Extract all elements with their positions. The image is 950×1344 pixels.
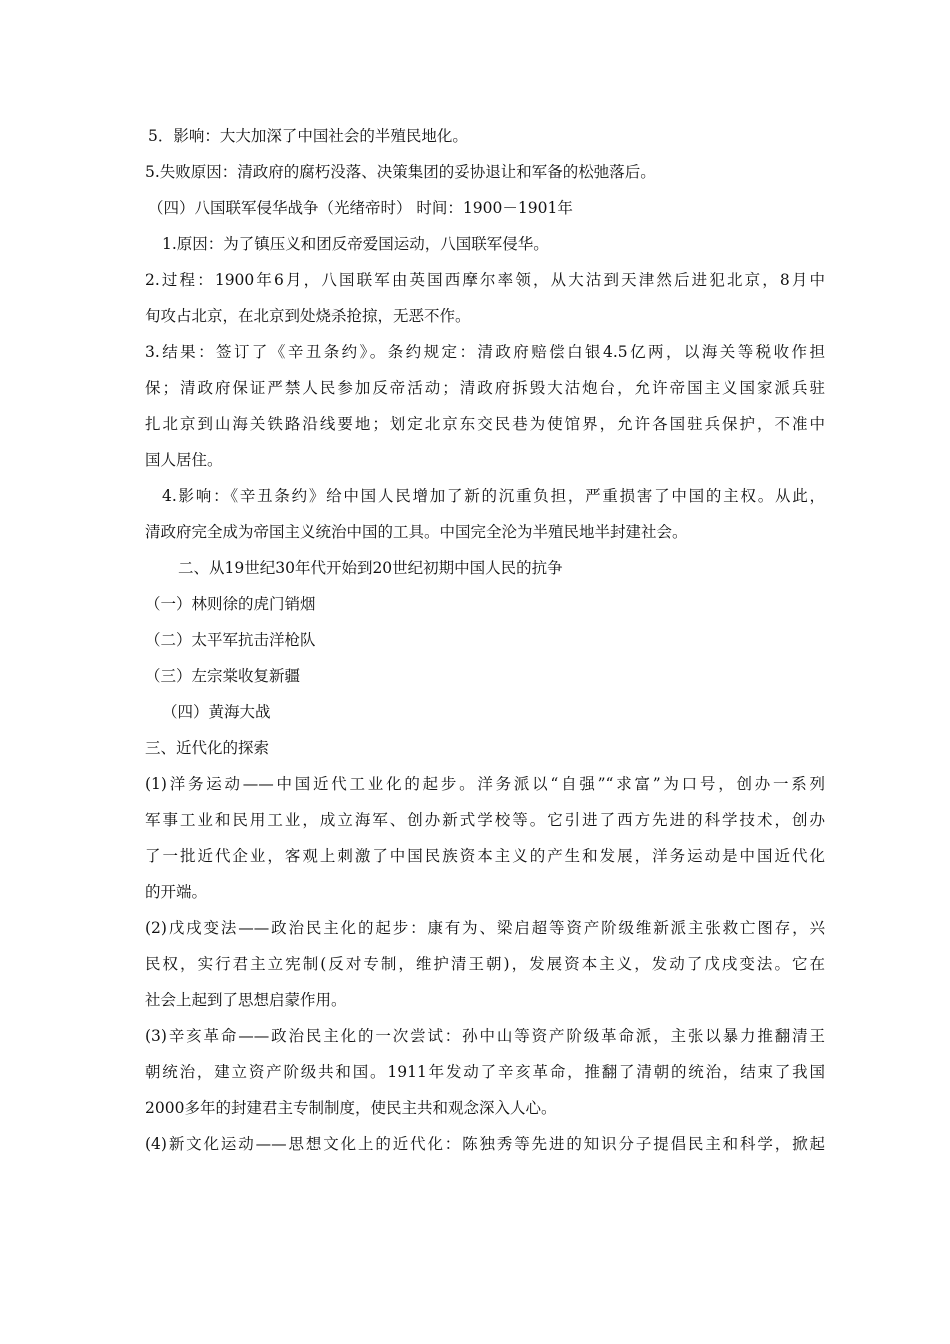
text-line: 5．影响：大大加深了中国社会的半殖民地化。 xyxy=(148,127,468,145)
list-item: （四）黄海大战 xyxy=(162,703,271,721)
text-line: 3.结果：签订了《辛丑条约》。条约规定：清政府赔偿白银4.5亿两，以海关等税收作担 xyxy=(145,343,825,361)
text-line: (4)新文化运动——思想文化上的近代化：陈独秀等先进的知识分子提倡民主和科学，掀起 xyxy=(145,1135,825,1153)
text-line: 旬攻占北京，在北京到处烧杀抢掠，无恶不作。 xyxy=(145,307,471,325)
text-line: 国人居住。 xyxy=(145,451,223,469)
text-line: 1.原因：为了镇压义和团反帝爱国运动，八国联军侵华。 xyxy=(162,235,549,253)
section-heading: 三、近代化的探索 xyxy=(145,739,270,757)
section-heading: （四）八国联军侵华战争（光绪帝时） 时间：1900－1901年 xyxy=(148,199,573,217)
text-line: 社会上起到了思想启蒙作用。 xyxy=(145,991,347,1009)
text-line: 5.失败原因：清政府的腐朽没落、决策集团的妥协退让和军备的松弛落后。 xyxy=(145,163,656,181)
text-line: 4.影响：《辛丑条约》给中国人民增加了新的沉重负担，严重损害了中国的主权。从此， xyxy=(162,487,825,505)
text-line: 朝统治，建立资产阶级共和国。1911年发动了辛亥革命，推翻了清朝的统治，结束了我国 xyxy=(145,1063,825,1081)
text-line: (1)洋务运动——中国近代工业化的起步。洋务派以“自强”“求富”为口号，创办一系列 xyxy=(145,775,825,793)
text-line: (2)戊戌变法——政治民主化的起步：康有为、梁启超等资产阶级维新派主张救亡图存，兴 xyxy=(145,919,825,937)
list-item: （三）左宗棠收复新疆 xyxy=(145,667,301,685)
section-heading: 二、从19世纪30年代开始到20世纪初期中国人民的抗争 xyxy=(178,559,563,577)
text-line: 扎北京到山海关铁路沿线要地；划定北京东交民巷为使馆界，允许各国驻兵保护，不准中 xyxy=(145,415,825,433)
text-line: 保；清政府保证严禁人民参加反帝活动；清政府拆毁大沽炮台，允许帝国主义国家派兵驻 xyxy=(145,379,825,397)
text-line: 2.过程：1900年6月，八国联军由英国西摩尔率领，从大沽到天津然后进犯北京，8月中 xyxy=(145,271,825,289)
list-item: （一）林则徐的虎门销烟 xyxy=(145,595,316,613)
list-item: （二）太平军抗击洋枪队 xyxy=(145,631,316,649)
text-line: 2000多年的封建君主专制制度，使民主共和观念深入人心。 xyxy=(145,1099,557,1117)
text-line: 清政府完全成为帝国主义统治中国的工具。中国完全沦为半殖民地半封建社会。 xyxy=(145,523,688,541)
text-line: (3)辛亥革命——政治民主化的一次尝试：孙中山等资产阶级革命派，主张以暴力推翻清王 xyxy=(145,1027,825,1045)
text-line: 民权，实行君主立宪制(反对专制，维护清王朝)，发展资本主义，发动了戊戌变法。它在 xyxy=(145,955,825,973)
text-line: 了一批近代企业，客观上刺激了中国民族资本主义的产生和发展，洋务运动是中国近代化 xyxy=(145,847,825,865)
text-line: 的开端。 xyxy=(145,883,208,901)
text-line: 军事工业和民用工业，成立海军、创办新式学校等。它引进了西方先进的科学技术，创办 xyxy=(145,811,825,829)
